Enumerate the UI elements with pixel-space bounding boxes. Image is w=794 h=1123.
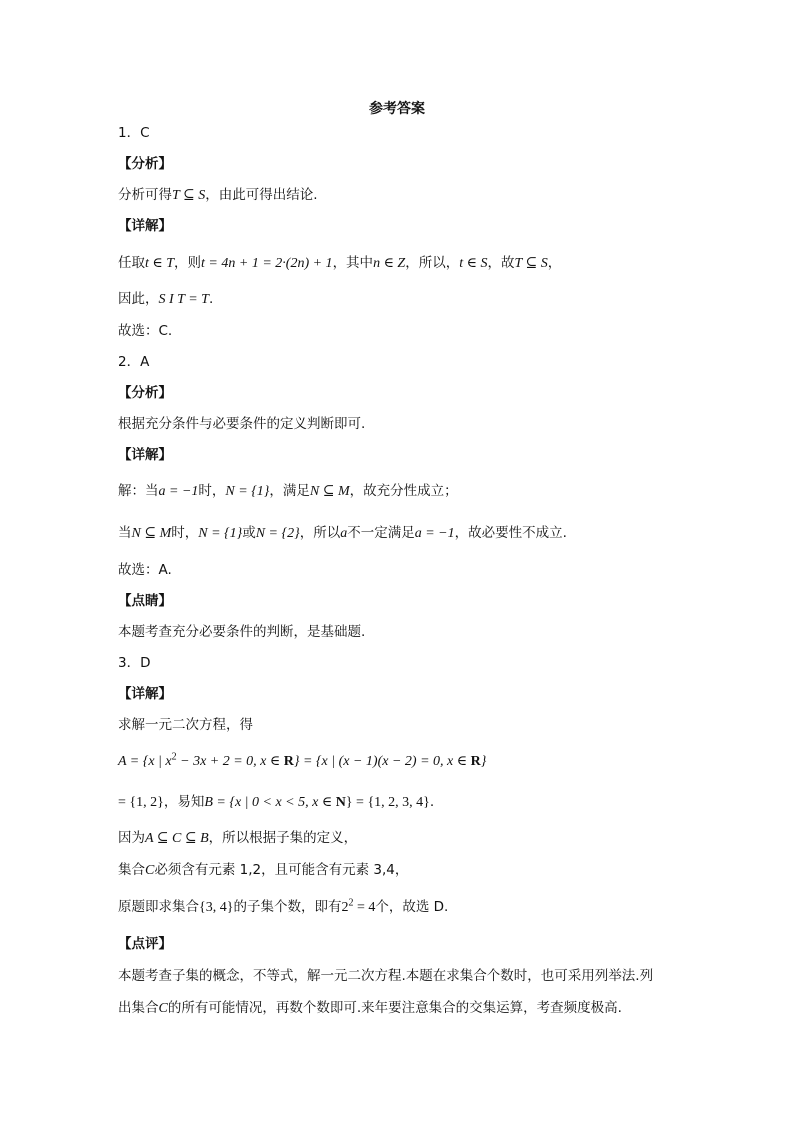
math-expression: t ∈ T xyxy=(145,256,175,271)
math-expression: A ⊆ C ⊆ B xyxy=(145,831,209,846)
math-expression: a xyxy=(340,526,348,541)
text: ，由此可得出结论. xyxy=(205,187,318,203)
text: ，所以根据子集的定义， xyxy=(208,830,358,846)
math-expression: N ⊆ M xyxy=(131,526,172,541)
q2-comment-heading: 【点睛】 xyxy=(118,593,172,609)
text: 任取 xyxy=(118,255,145,271)
text: ，其中 xyxy=(332,255,374,271)
q3-comment-line-1: 本题考查子集的概念，不等式，解一元二次方程.本题在求集合个数时，也可采用列举法.列 xyxy=(118,968,654,984)
text: ， xyxy=(547,255,562,271)
text: ，所以， xyxy=(405,255,460,271)
real-set-symbol: R xyxy=(470,754,481,769)
text: 时， xyxy=(198,483,226,499)
text: 解：当 xyxy=(118,483,159,499)
text: 因此， xyxy=(118,291,159,307)
text: 分析可得 xyxy=(118,187,172,203)
math-expression: = {1, 2} xyxy=(118,795,164,810)
text: 的所有可能情况，再数个数即可.来年要注意集合的交集运算，考查频度极高. xyxy=(167,1000,622,1016)
text: . xyxy=(208,291,214,307)
q2-analysis-text: 根据充分条件与必要条件的定义判断即可. xyxy=(118,416,366,432)
math-expression: } = {x | (x − 1)(x − 2) = 0, x ∈ xyxy=(293,754,471,769)
natural-set-symbol: N xyxy=(335,795,346,810)
math-expression: } = {1, 2, 3, 4} xyxy=(345,795,430,810)
math-expression: = 4 xyxy=(353,900,376,915)
q1-choice: 故选：C. xyxy=(118,323,173,339)
q3-equation-2 xyxy=(118,792,718,813)
math-expression: A = {x | x xyxy=(118,754,172,769)
q2-detail-line-2 xyxy=(118,523,718,544)
math-expression: N ⊆ M xyxy=(309,484,350,499)
q1-analysis-text xyxy=(118,185,718,206)
math-expression: C xyxy=(158,1001,168,1016)
math-expression: a = −1 xyxy=(158,484,199,499)
q2-analysis-heading: 【分析】 xyxy=(118,385,172,401)
math-expression: C xyxy=(145,863,155,878)
q3-detail-line-3 xyxy=(118,860,718,881)
math-expression: T ⊆ S xyxy=(514,256,548,271)
text: . xyxy=(429,794,435,810)
text: 原题即求集合 xyxy=(118,899,199,915)
math-expression: B = {x | 0 < x < 5, x ∈ xyxy=(204,795,336,810)
q1-detail-heading: 【详解】 xyxy=(118,218,172,234)
q1-detail-line-2 xyxy=(118,289,718,310)
real-set-symbol: R xyxy=(283,754,294,769)
exponent: 2 xyxy=(171,751,177,763)
math-expression: } xyxy=(480,754,487,769)
text: ，则 xyxy=(174,255,202,271)
math-expression: {3, 4} xyxy=(199,900,234,915)
q2-detail-line-1 xyxy=(118,481,718,502)
text: ，故必要性不成立. xyxy=(454,525,567,541)
math-expression: n ∈ Z xyxy=(373,256,406,271)
text: ，易知 xyxy=(163,794,205,810)
text: 集合 xyxy=(118,862,145,878)
text: ，故 xyxy=(487,255,515,271)
q1-detail-line-1 xyxy=(118,253,718,274)
text: ，故充分性成立； xyxy=(349,483,458,499)
q2-number: 2．A xyxy=(118,354,150,370)
math-expression: N = {2} xyxy=(255,526,300,541)
q3-number: 3．D xyxy=(118,655,151,671)
math-expression: 2 xyxy=(341,900,349,915)
math-expression: − 3x + 2 = 0, x ∈ xyxy=(176,754,284,769)
math-expression: t = 4n + 1 = 2·(2n) + 1 xyxy=(201,256,333,271)
text: 个，故选 D. xyxy=(375,899,449,915)
q3-detail-line-1: 求解一元二次方程，得 xyxy=(118,717,253,733)
q3-detail-line-4 xyxy=(118,897,718,918)
math-expression: N = {1} xyxy=(225,484,270,499)
q3-detail-heading: 【详解】 xyxy=(118,686,172,702)
page-title: 参考答案 xyxy=(369,101,425,117)
math-expression: t ∈ S xyxy=(459,256,488,271)
math-expression: a = −1 xyxy=(414,526,455,541)
math-expression: N = {1} xyxy=(198,526,243,541)
q1-analysis-heading: 【分析】 xyxy=(118,156,172,172)
text: 时， xyxy=(171,525,199,541)
q2-comment-text: 本题考查充分必要条件的判断，是基础题. xyxy=(118,624,366,640)
q3-detail-line-2 xyxy=(118,828,718,849)
text: 因为 xyxy=(118,830,145,846)
text: 当 xyxy=(118,525,132,541)
text: 必须含有元素 1,2，且可能含有元素 3,4， xyxy=(154,862,409,878)
math-expression: S I T = T xyxy=(158,292,209,307)
text: ，满足 xyxy=(269,483,310,499)
text: 不一定满足 xyxy=(347,525,415,541)
math-expression: T ⊆ S xyxy=(172,188,206,203)
text: 或 xyxy=(242,525,256,541)
q2-choice: 故选：A. xyxy=(118,562,172,578)
q3-equation-1 xyxy=(118,751,718,772)
q3-comment-heading: 【点评】 xyxy=(118,936,172,952)
q3-comment-line-2 xyxy=(118,998,718,1019)
text: 出集合 xyxy=(118,1000,159,1016)
text: ，所以 xyxy=(299,525,341,541)
q1-number: 1．C xyxy=(118,125,150,141)
exponent: 2 xyxy=(348,897,354,909)
text: 的子集个数，即有 xyxy=(233,899,342,915)
q2-detail-heading: 【详解】 xyxy=(118,447,172,463)
